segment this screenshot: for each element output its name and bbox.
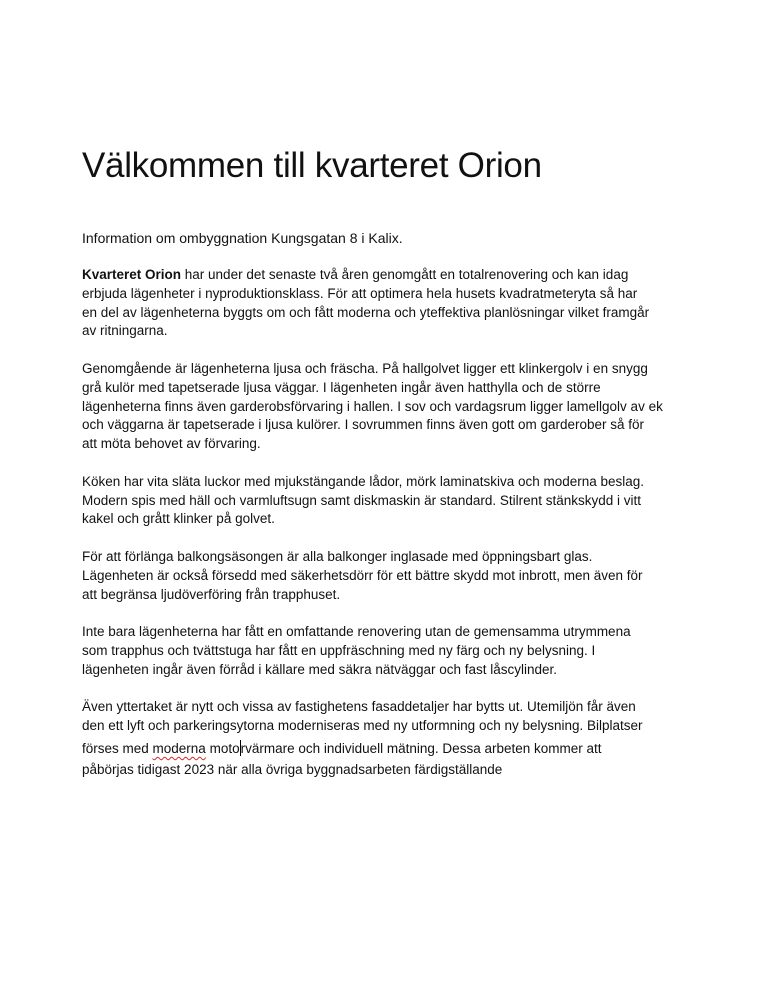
text-run: förses med xyxy=(82,740,153,756)
paragraph-exterior xyxy=(82,698,702,779)
paragraph-line xyxy=(82,266,702,285)
paragraph-line: lägenheterna finns även garderobsförvaring i hallen. I sov och vardagsrum ligger lamellgolv av ek xyxy=(82,398,663,414)
paragraph-kitchen xyxy=(82,473,702,529)
document-subtitle: Information om ombyggnation Kungsgatan 8 i Kalix. xyxy=(82,230,403,246)
paragraph-line: av ritningarna. xyxy=(82,323,168,339)
text-run: moto xyxy=(205,740,240,756)
paragraph-line: en del av lägenheterna byggts om och fått moderna och yteffektiva planlösningar vilket framgår xyxy=(82,304,650,320)
paragraph-line: grå kulör med tapetserade ljusa väggar. I lägenheten ingår även hatthylla och de större xyxy=(82,379,601,395)
paragraph-intro xyxy=(82,266,702,341)
spellcheck-flagged-word[interactable]: moderna xyxy=(152,740,206,756)
paragraph-line: lägenheten ingår även förråd i källare med säkra nätväggar och fast låscylinder. xyxy=(82,661,558,677)
text-run: har under det senaste två åren genomgått en totalrenovering och kan idag xyxy=(181,267,629,282)
bold-phrase: Kvarteret Orion xyxy=(82,267,182,282)
paragraph-line: Inte bara lägenheterna har fått en omfattande renovering utan de gemensamma utrymmena xyxy=(82,624,631,640)
paragraph-line: Köken har vita släta luckor med mjukstängande lådor, mörk laminatskiva och moderna beslag. xyxy=(82,473,645,489)
paragraph-line: påbörjas tidigast 2023 när alla övriga byggnadsarbeten färdigställande xyxy=(82,761,503,777)
paragraph-line: att begränsa ljudöverföring från trapphuset. xyxy=(82,586,341,602)
paragraph-line: För att förlänga balkongsäsongen är alla balkonger inglasade med öppningsbart glas. xyxy=(82,548,593,564)
paragraph-line xyxy=(82,736,702,761)
paragraph-line: som trapphus och tvättstuga har fått en uppfräschning med ny färg och ny belysning. I xyxy=(82,642,596,658)
paragraph-apartments xyxy=(82,360,702,454)
paragraph-balconies xyxy=(82,548,702,604)
text-run: rvärmare och individuell mätning. Dessa arbeten kommer att xyxy=(240,740,602,756)
document-title: Välkommen till kvarteret Orion xyxy=(82,146,542,185)
paragraph-line: och väggarna är tapetserade i ljusa kulörer. I sovrummen finns även gott om garderober så för xyxy=(82,417,645,433)
paragraph-line: den ett lyft och parkeringsytorna moderniseras med ny utformning och ny belysning. Bilplatser xyxy=(82,718,643,734)
paragraph-line: Även yttertaket är nytt och vissa av fastighetens fasaddetaljer har bytts ut. Utemiljön får även xyxy=(82,699,636,715)
paragraph-line: Modern spis med häll och varmluftsugn samt diskmaskin är standard. Stilrent stänkskydd i vitt xyxy=(82,492,641,508)
paragraph-line: Genomgående är lägenheterna ljusa och fräscha. På hallgolvet ligger ett klinkergolv i en snygg xyxy=(82,360,648,376)
paragraph-line: erbjuda lägenheter i nyproduktionsklass. För att optimera hela husets kvadratmeteryta så har xyxy=(82,285,638,301)
paragraph-common-areas xyxy=(82,623,702,679)
paragraph-line: kakel och grått klinker på golvet. xyxy=(82,511,275,527)
paragraph-line: att möta behovet av förvaring. xyxy=(82,436,261,452)
document-body[interactable] xyxy=(82,266,702,780)
paragraph-line: Lägenheten är också försedd med säkerhetsdörr för ett bättre skydd mot inbrott, men även för xyxy=(82,567,643,583)
